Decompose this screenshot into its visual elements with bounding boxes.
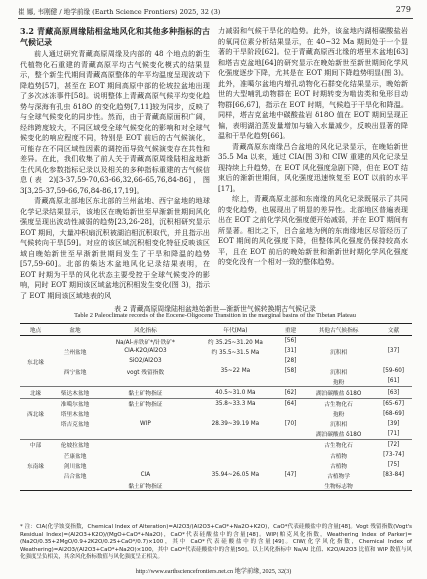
cell-region: 北缘 bbox=[20, 387, 51, 398]
table-header-row bbox=[20, 324, 412, 336]
cell-reconstruction bbox=[279, 376, 302, 387]
page-footer: http://www.earthsciencefrontiers.net.cn 地学前缘, 2025, 32(3) bbox=[135, 568, 292, 575]
cell-proxy: 黏土矿物指证 bbox=[99, 387, 192, 398]
cell-proxy: SiO2/Al2O3 bbox=[129, 358, 162, 365]
cell-reference: [63] bbox=[375, 387, 412, 398]
cell-basin: 剑川盆地 bbox=[63, 463, 87, 470]
table-row bbox=[20, 346, 412, 356]
cell-basin: 吕合盆地 bbox=[63, 473, 87, 480]
cell-reconstruction bbox=[279, 480, 302, 491]
cell-other-proxy: 孢粉 bbox=[332, 379, 345, 386]
body-paragraph: 前人通过研究青藏高原周缘及内部的 48 个地点的新生代植物化石重建的青藏高原平均古气候变化模式的结果显示，整个新生代期间青藏高原整体的年平均温度呈现波动下降趋势[57]，甚至在 EOT 期间高原中部的伦坡拉盆地出现了多次冰冻事件[58]。说明整体上青藏高原气候平均变化趋势与深海有孔虫 δ18O 的变化趋势[7,11]较为同步，反映了与全球气候变化的同步性。然而，由于青藏高原面积广阔，经纬跨度较大，不同区域受全球气候变化的影响和对全球气候变化的响应程度不同，特别是 EOT 前后的古气候演化，可能存在不同区域性因素的调控而导致气候演变存在共性和差异。在此，我们收集了前人关于青藏高原周缘陆相盆地新生代风化参数指标记录以及相关的多种指标重建的古气候信息(表 2)[3-37,59-70,63-66,32,66-65,76,84-86]，图 3[3,25-37,59-66,76,84-86,17,19]。 bbox=[20, 49, 210, 195]
cell-basin bbox=[51, 429, 99, 440]
cell-region bbox=[20, 376, 51, 387]
paleoclimate-table bbox=[20, 323, 412, 491]
cell-region bbox=[20, 398, 51, 409]
cell-basin: 兰州盆地 bbox=[63, 349, 87, 356]
cell-age bbox=[192, 376, 279, 387]
cell-proxy bbox=[99, 376, 192, 387]
page-number: 279 bbox=[395, 5, 411, 14]
cell-other-proxy: 古生物化石 bbox=[302, 398, 375, 409]
cell-basin bbox=[51, 376, 99, 387]
table-row bbox=[20, 429, 412, 440]
cell-basin: 西宁盆地 bbox=[63, 369, 87, 376]
header-citation: 崔 娜, 韦刚健 / 地学前缘 (Earth Science Frontiers) 2025, 32 (3) bbox=[18, 8, 221, 16]
cell-other-proxy: 古植物学 bbox=[327, 473, 350, 480]
cell-reference: [65-67] bbox=[375, 398, 412, 409]
table-row bbox=[20, 409, 412, 419]
cell-basin: 柴达木盆地 bbox=[51, 387, 99, 398]
cell-reference: [68-69] bbox=[383, 410, 405, 417]
cell-age: 35.8~33.3 Ma bbox=[192, 398, 279, 409]
left-column bbox=[20, 26, 210, 301]
cell-reconstruction: [56] bbox=[284, 338, 297, 345]
cell-proxy bbox=[99, 409, 192, 419]
body-paragraph: 综上，青藏高原北部和东南缘的风化记录既展示了共同的变化趋势，也展现出了明显的差异性。北部地区普遍表现出在 EOT 之前化学风化强度便开始减弱，并在 EOT 期间有所显著。相比之下，吕合盆地为例的东南缘地区尽管经历了 EOT 期间的风化强度下降，但整体风化强度仍保持较高水平，且在 EOT 前后的晚始新世和渐新世时期化学风化强度的变化没有一个相对一致的整体趋势。 bbox=[218, 194, 408, 266]
cell-age: 约 35.5~31.5 Ma bbox=[211, 349, 260, 356]
cell-reconstruction: [47] bbox=[284, 472, 297, 479]
cell-reference: [61] bbox=[387, 378, 400, 385]
cell-region bbox=[20, 450, 51, 460]
cell-other-proxy: 沉积相 bbox=[330, 349, 348, 356]
cell-reconstruction bbox=[279, 429, 302, 440]
col-header-basin: 盆地 bbox=[51, 324, 99, 336]
cell-other-proxy: 沉积相 bbox=[330, 369, 348, 376]
table-row bbox=[20, 470, 412, 480]
cell-region bbox=[20, 419, 51, 429]
cell-basin: 伦坡拉盆地 bbox=[51, 439, 99, 450]
body-paragraph: 青藏高原北部地区东北部的兰州盆地、西宁盆地的地球化学记录结果显示，该地区在晚始新世至早渐新世期间风化强度呈现出波动性减弱的趋势[23,26-28]，沉积相研究显示 EOT 期间，大量冲积扇沉积被湖泊相沉积取代，并且指示出气候转向干旱[59]。对应的该区域沉积相变化特征反映该区域自晚始新世至早渐新世期间发生了干旱和降温的趋势[57,59-60]。北部的柴达木盆地风化记录结果表明，在 EOT 时期为干旱的风化状态主要受控于全球气候变冷的影响，同时 EOT 期间该区域盆地沉积相发生变化(图 3)，指示了 EOT 期间该区域地表的风 bbox=[20, 196, 210, 300]
col-header-age: 年代(Ma) bbox=[192, 324, 279, 336]
cell-proxy bbox=[99, 460, 192, 470]
col-header-reference: 文献 bbox=[375, 324, 412, 336]
cell-age bbox=[192, 480, 279, 491]
cell-other-proxy: 生物标志物 bbox=[302, 480, 375, 491]
cell-proxy bbox=[99, 429, 192, 440]
table-row bbox=[20, 480, 412, 491]
cell-proxy: vogt 残留指数 bbox=[126, 369, 165, 376]
cell-basin bbox=[51, 480, 99, 491]
table-row bbox=[20, 419, 412, 429]
cell-other-proxy: 古植物 bbox=[330, 453, 348, 460]
table-row bbox=[20, 450, 412, 460]
table-row bbox=[20, 376, 412, 387]
cell-age bbox=[192, 356, 279, 366]
cell-age: 35.94~26.05 Ma bbox=[211, 472, 260, 479]
cell-age: 35~22 Ma bbox=[220, 368, 251, 375]
cell-age bbox=[192, 429, 279, 440]
cell-reconstruction: [58] bbox=[284, 368, 297, 375]
cell-region: 东南缘 bbox=[27, 463, 45, 470]
cell-age bbox=[192, 409, 279, 419]
body-paragraph: 力减弱和气候干旱化的趋势。此外，该盆地内湖相碳酸盐岩的氧同位素分析结果显示，在 40~32 Ma 期间处于一个显著的干旱阶段[62]。位于青藏高原西北缘的塔里木盆地[63]和塔吉克盆地[64]的研究显示在晚始新世至新世期间化学风化强度逐步下降，尤其是在 EOT 期间下降趋势明显(图 3)。此外，准噶尔盆地内增孔动物化石群变化结果显示，晚始新世的大型哺乳动物群在 EOT 时期转变为啮齿类和兔形目动物群[66,67]，指示在 EOT 时期，气候趋于干旱化和降温。同样，塔吉克盆地中碳酸盐岩 δ18O 值在 EOT 期间呈现正偏，表明湖泊蒸发量增加与输入水量减少，反映出显著的降温和干旱化趋势[66]。 bbox=[218, 26, 408, 140]
cell-region: 西北缘 bbox=[27, 412, 45, 419]
cell-other-proxy: 孢粉 bbox=[332, 412, 345, 419]
cell-proxy: CIA-K2O/Al2O3 bbox=[124, 348, 167, 355]
header-rule bbox=[18, 18, 413, 19]
cell-proxy bbox=[99, 450, 192, 460]
cell-reference bbox=[375, 480, 412, 491]
cell-reference bbox=[375, 356, 412, 366]
table-row bbox=[20, 356, 412, 366]
cell-reconstruction: [70] bbox=[284, 420, 297, 427]
cell-age: 28.39~39.19 Ma bbox=[211, 420, 260, 427]
cell-reference: [75] bbox=[387, 462, 400, 469]
table-body bbox=[20, 336, 412, 491]
cell-reference: [39] bbox=[387, 420, 400, 427]
cell-age: 40.5~31.0 Ma bbox=[192, 387, 279, 398]
cell-proxy: WIP bbox=[140, 420, 151, 427]
cell-basin: 塔里木盆地 bbox=[60, 412, 90, 419]
cell-region: 东北缘 bbox=[27, 359, 45, 366]
table-row bbox=[20, 460, 412, 470]
cell-reconstruction: [62] bbox=[279, 387, 302, 398]
cell-age bbox=[192, 460, 279, 470]
table-row bbox=[20, 366, 412, 376]
cell-reference: [59-60] bbox=[383, 368, 405, 375]
cell-basin bbox=[51, 356, 99, 366]
col-header-reconstruction: 重建 bbox=[279, 324, 302, 336]
cell-region: 中部 bbox=[20, 439, 51, 450]
cell-age bbox=[192, 439, 279, 450]
cell-other-proxy: 沉积相 bbox=[330, 422, 348, 429]
cell-region bbox=[20, 346, 51, 356]
cell-age: 约 35.25~31.20 Ma bbox=[207, 339, 263, 346]
cell-other-proxy bbox=[302, 356, 375, 366]
cell-basin: 准噶尔盆地 bbox=[51, 398, 99, 409]
cell-region bbox=[20, 429, 51, 440]
cell-reference bbox=[375, 336, 412, 347]
col-header-location: 地点 bbox=[20, 324, 51, 336]
cell-other-proxy: 湖泊碳酸盐 δ18O bbox=[302, 387, 375, 398]
cell-basin: 芒康盆地 bbox=[63, 453, 87, 460]
cell-reference: [72] bbox=[375, 439, 412, 450]
cell-proxy: 黏土矿物指证 bbox=[99, 398, 192, 409]
cell-basin bbox=[51, 336, 99, 347]
cell-proxy: CIA bbox=[140, 472, 151, 479]
cell-reconstruction bbox=[279, 450, 302, 460]
cell-reconstruction: [64] bbox=[279, 398, 302, 409]
cell-other-proxy: 湖泊碳酸盐 δ18O bbox=[315, 432, 362, 439]
col-header-proxy: 风化指标 bbox=[99, 324, 192, 336]
cell-reconstruction: [28] bbox=[284, 358, 297, 365]
cell-proxy: Na/Al-赤铁矿*/针铁矿* bbox=[115, 339, 175, 346]
cell-proxy: 黏土矿物指证 bbox=[99, 480, 192, 491]
cell-other-proxy: 古植物 bbox=[330, 463, 348, 470]
cell-region bbox=[20, 336, 51, 347]
running-header bbox=[18, 6, 413, 18]
cell-reference: [73-74] bbox=[383, 452, 405, 459]
right-column bbox=[218, 26, 408, 268]
cell-reference: [37] bbox=[387, 348, 400, 355]
table-row bbox=[20, 387, 412, 398]
cell-basin: 塔吉克盆地 bbox=[60, 422, 90, 429]
table-row bbox=[20, 398, 412, 409]
cell-reconstruction bbox=[279, 409, 302, 419]
cell-age bbox=[192, 450, 279, 460]
section-title: 3.2 青藏高原周缘陆相盆地风化和其他多种指标的古气候记录 bbox=[20, 26, 210, 47]
cell-reconstruction bbox=[279, 439, 302, 450]
cell-reconstruction: [31] bbox=[284, 348, 297, 355]
table-row bbox=[20, 336, 412, 347]
cell-other-proxy bbox=[302, 336, 375, 347]
cell-region bbox=[20, 366, 51, 376]
col-header-other-proxies: 其他古气候指标 bbox=[302, 324, 375, 336]
cell-other-proxy: 古生物化石 bbox=[302, 439, 375, 450]
cell-proxy bbox=[99, 439, 192, 450]
cell-region bbox=[20, 470, 51, 480]
cell-reference: [83-84] bbox=[383, 472, 405, 479]
table-caption-english: Table 2 Paleoclimate records of the Eocene-Oligocene Transition in the marginal basins of the Tibetan Plateau bbox=[74, 312, 356, 319]
body-paragraph: 青藏高原东南缘吕合盆地的风化记录显示，在晚始新世 35.5 Ma 以来，通过 CIA(图 3)和 CIW 重建的风化记录呈现持续上升趋势，在 EOT 风化强度急剧下降，但在 EOT 结束后的渐新世期间，风化强度迅速恢复至 EOT 以前的水平[17]。 bbox=[218, 141, 408, 193]
table-row bbox=[20, 439, 412, 450]
cell-region bbox=[20, 480, 51, 491]
table-caption: 表 2 青藏高原周缘陆相盆地始新世—渐新世气候转换期古气候记录 bbox=[114, 305, 316, 313]
cell-reference: [71] bbox=[387, 430, 400, 437]
table-footnote: * 注：CIA(化学蚀变指数，Chemical Index of Alteration)=Al2O3/(Al2O3+CaO*+Na2O+K2O)，CaO*代表硅酸盐中的含量[48]。Vogt 残留指数(Vogt's Residual Index)=(Al2O3+K2O)/(MgO+CaO*+Na2O)，CaO*代表硅酸盐中的含量[48]。WIP(帕克风化指数，Weathering Index of Parker)=(Na2O/0.35+2MgO/0.9+2K2O/0.25+CaO*/0.7)×100，其中 CaO*代表硅酸盐中的含量[49]。CIW(化学风化指数，Chemical Index of Weathering)=Al2O3/(Al2O3+CaO*+Na2O)×100，其中 CaO*代表硅酸盐中的含量[50]。以上风化指标中 Na/Al 比值、K2O/Al2O3 比值和 WIP 数值与风化强度呈负相关，其余风化指标数值与风化强度呈正相关。 bbox=[20, 524, 412, 561]
cell-reconstruction bbox=[279, 460, 302, 470]
